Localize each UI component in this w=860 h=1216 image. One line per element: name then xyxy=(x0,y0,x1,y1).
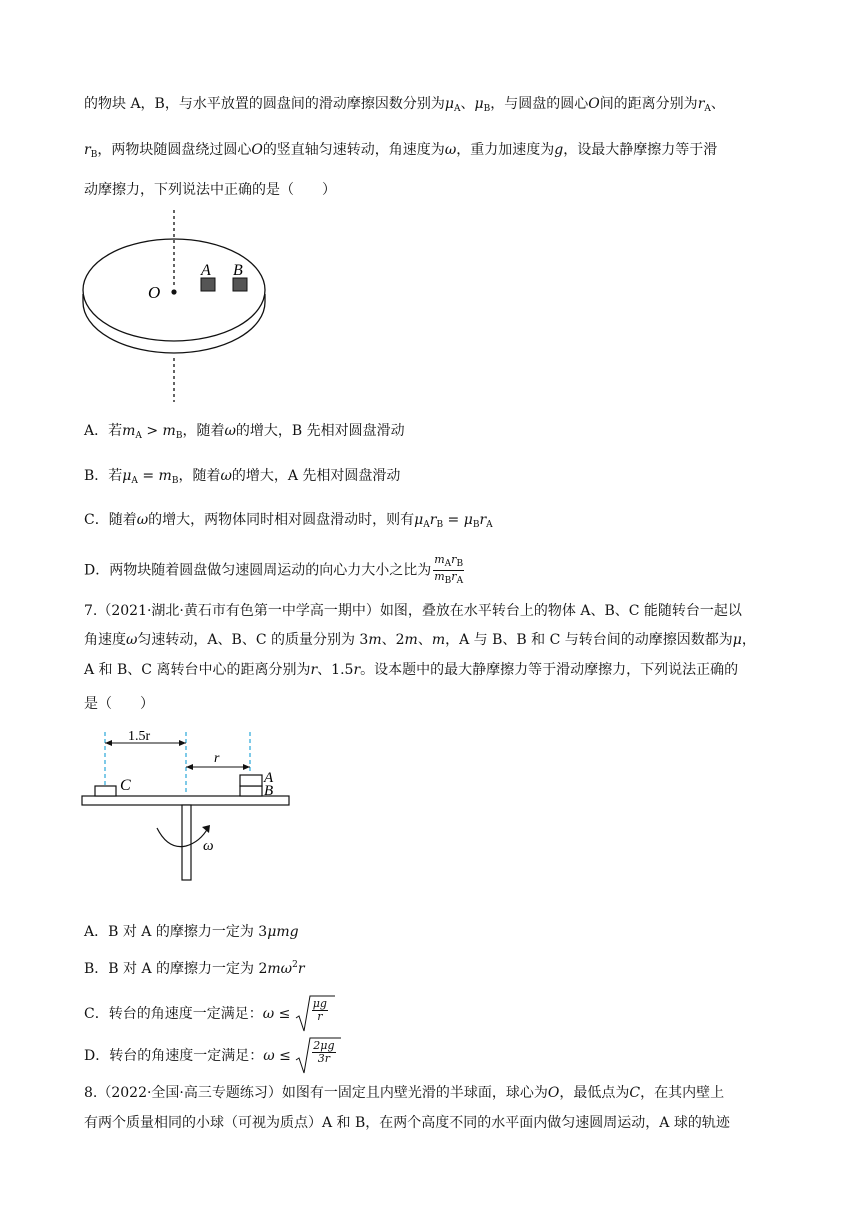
text: 7.（2021·湖北·黄石市有色第一中学高一期中）如图，叠放在水平转台上的物体 A、B、C 能随转台一起以 xyxy=(84,603,742,619)
O-symbol: O xyxy=(251,142,263,158)
sqrt-expression xyxy=(295,1036,341,1076)
text: 角速度 xyxy=(84,632,126,648)
r-symbol: r xyxy=(353,662,361,678)
text: A．若 xyxy=(84,423,123,439)
shaft xyxy=(182,805,191,880)
r-symbol: r xyxy=(429,512,437,528)
q8-line-2 xyxy=(84,1113,730,1133)
text: ，在其内壁上 xyxy=(640,1085,725,1101)
sqrt-fraction xyxy=(312,1040,335,1065)
label-B: B xyxy=(233,262,243,279)
mu-symbol: μ xyxy=(414,512,424,528)
subscript: B xyxy=(483,104,491,114)
r-symbol: r xyxy=(310,662,318,678)
text: 、1.5 xyxy=(317,662,354,678)
text: 匀速转动，A、B、C 的质量分别为 3 xyxy=(137,632,369,648)
q7-line-2 xyxy=(84,630,756,650)
mu-symbol: μ xyxy=(463,512,473,528)
subscript: B xyxy=(175,431,183,441)
text: ，随着 xyxy=(178,468,221,484)
subscript: B xyxy=(171,476,179,486)
g-symbol: g xyxy=(554,142,564,158)
m-symbol: m xyxy=(404,632,418,648)
subscript: B xyxy=(456,559,464,569)
mu-symbol: μ xyxy=(474,96,484,112)
text: ，重力加速度为 xyxy=(456,142,555,158)
label-O: O xyxy=(148,283,161,302)
subscript: A xyxy=(131,476,138,486)
text: ，两物块随圆盘绕过圆心 xyxy=(97,142,252,158)
subscript: A xyxy=(453,104,461,114)
mu-symbol: μ xyxy=(122,468,132,484)
text: A．B 对 A 的摩擦力一定为 3 xyxy=(84,924,268,940)
text: 、 xyxy=(460,96,475,112)
q6-option-a xyxy=(84,421,405,446)
omega-symbol: ω xyxy=(220,468,232,484)
math-expr: r xyxy=(297,961,305,977)
subscript: A xyxy=(456,576,464,586)
fraction-numerator: 2μg xyxy=(313,1039,335,1052)
m-symbol: m xyxy=(122,423,136,439)
block-A xyxy=(240,775,262,786)
text: ， xyxy=(741,632,756,648)
q7-line-4 xyxy=(84,694,154,714)
m-symbol: m xyxy=(431,632,446,648)
fraction-numerator: μg xyxy=(312,997,327,1010)
subscript: B xyxy=(444,576,452,586)
omega-symbol: ω xyxy=(444,142,457,158)
m-symbol: m xyxy=(368,632,382,648)
text: ，与圆盘的圆心 xyxy=(490,96,589,112)
block-A xyxy=(201,278,215,291)
text: 的增大，两物体同时相对圆盘滑动时，则有 xyxy=(148,512,415,528)
m-symbol: m xyxy=(434,553,445,566)
subscript: A xyxy=(704,104,711,114)
label-C: C xyxy=(120,777,131,794)
center-dot xyxy=(171,289,176,294)
text: 的增大，A 先相对圆盘滑动 xyxy=(231,468,401,484)
text: 的增大，B 先相对圆盘滑动 xyxy=(235,423,405,439)
subscript: A xyxy=(444,559,452,569)
subscript: A xyxy=(135,431,142,441)
text: 有两个质量相同的小球（可视为质点）A 和 B，在两个高度不同的水平面内做匀速圆周运动，A 球的轨迹 xyxy=(84,1115,730,1131)
q7-option-d xyxy=(84,1036,341,1076)
q7-option-a xyxy=(84,922,299,942)
math-expr: mω xyxy=(267,961,293,977)
q6-option-d xyxy=(84,554,464,587)
text: 、2 xyxy=(381,632,405,648)
text: ，A 与 B、B 和 C 与转台间的动摩擦因数都为 xyxy=(445,632,733,648)
text: ，设最大静摩擦力等于滑 xyxy=(563,142,718,158)
q7-option-b xyxy=(84,955,305,979)
subscript: B xyxy=(436,520,444,530)
disc-figure xyxy=(80,206,272,406)
text: D．两物块随着圆盘做匀速圆周运动的向心力大小之比为 xyxy=(84,562,432,579)
r-symbol: r xyxy=(451,570,457,583)
gt-sign: > xyxy=(141,423,163,439)
label-A: A xyxy=(264,770,274,786)
mu-symbol: μ xyxy=(444,96,454,112)
text: B．B 对 A 的摩擦力一定为 2 xyxy=(84,961,268,977)
q6-option-c xyxy=(84,510,493,535)
fraction-numerator xyxy=(433,554,464,571)
m-symbol: m xyxy=(162,423,176,439)
block-B xyxy=(233,278,247,291)
text: A 和 B、C 离转台中心的距离分别为 xyxy=(84,662,311,678)
q7-line-3 xyxy=(84,660,738,680)
eq-sign: = xyxy=(137,468,159,484)
fraction-denominator: 3r xyxy=(317,1052,331,1065)
text: 动摩擦力，下列说法中正确的是（ ） xyxy=(84,182,336,198)
mu-symbol: μ xyxy=(732,632,742,648)
sqrt-expression xyxy=(295,994,335,1034)
text: 的物块 A，B，与水平放置的圆盘间的滑动摩擦因数分别为 xyxy=(84,96,445,112)
turntable-figure xyxy=(78,724,294,884)
label-omega: ω xyxy=(203,838,214,854)
q6-line-2 xyxy=(84,140,717,165)
label-r: r xyxy=(214,751,220,766)
block-B xyxy=(240,786,262,796)
r-symbol: r xyxy=(479,512,487,528)
r-symbol: r xyxy=(697,96,705,112)
label-1-5r: 1.5r xyxy=(128,729,151,744)
text: 、 xyxy=(710,96,725,112)
ratio-fraction xyxy=(433,554,464,587)
subscript: B xyxy=(472,520,480,530)
subscript: A xyxy=(423,520,430,530)
m-symbol: m xyxy=(434,570,445,583)
text: 是（ ） xyxy=(84,696,154,712)
text: ，随着 xyxy=(182,423,225,439)
label-A: A xyxy=(201,262,211,279)
O-symbol: O xyxy=(547,1085,560,1101)
subscript: A xyxy=(486,520,493,530)
q7-option-c xyxy=(84,994,335,1034)
text: D．转台的角速度一定满足： xyxy=(84,1048,264,1064)
subscript: B xyxy=(90,150,98,160)
math-expr: ω ≤ xyxy=(262,1006,291,1022)
r-symbol: r xyxy=(451,553,457,566)
q6-line-3 xyxy=(84,180,336,200)
text: 。设本题中的最大静摩擦力等于滑动摩擦力，下列说法正确的 xyxy=(360,662,739,678)
q6-option-b xyxy=(84,466,400,491)
text: C．转台的角速度一定满足： xyxy=(84,1006,263,1022)
m-symbol: m xyxy=(158,468,172,484)
omega-symbol: ω xyxy=(126,632,138,648)
eq-sign: = xyxy=(443,512,464,528)
superscript: 2 xyxy=(292,960,298,970)
C-symbol: C xyxy=(629,1085,641,1101)
q7-line-1 xyxy=(84,601,742,621)
block-C xyxy=(95,786,116,796)
r-symbol: r xyxy=(84,142,91,158)
label-B: B xyxy=(264,783,274,799)
math-expr: ω ≤ xyxy=(263,1048,291,1064)
fraction-denominator xyxy=(433,571,464,587)
math-expr: μmg xyxy=(267,924,299,940)
omega-symbol: ω xyxy=(224,423,236,439)
text: 、 xyxy=(417,632,432,648)
text: ，最低点为 xyxy=(559,1085,630,1101)
sqrt-fraction xyxy=(312,998,328,1023)
fraction-denominator: r xyxy=(317,1010,323,1023)
omega-symbol: ω xyxy=(136,512,149,528)
text: C．随着 xyxy=(84,512,137,528)
text: 8.（2022·全国·高三专题练习）如图有一固定且内壁光滑的半球面，球心为 xyxy=(84,1085,548,1101)
text: B．若 xyxy=(84,468,123,484)
text: 间的距离分别为 xyxy=(599,96,698,112)
O-symbol: O xyxy=(588,96,600,112)
q8-line-1 xyxy=(84,1083,724,1103)
q6-line-1 xyxy=(84,94,725,119)
platform xyxy=(82,796,289,805)
text: 的竖直轴匀速转动，角速度为 xyxy=(262,142,445,158)
